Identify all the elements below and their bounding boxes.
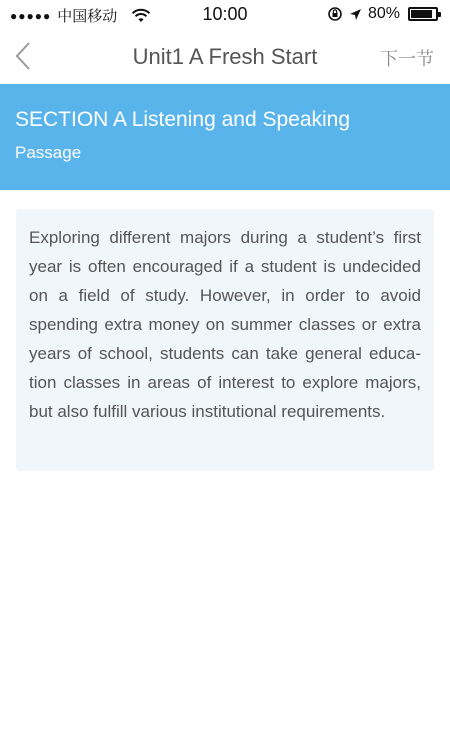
battery-level bbox=[411, 10, 432, 18]
passage-text: Exploring different majors during a student’s first year is often encouraged if a student is undecided on a field of study. However, in order to avoid spending extra money on summer classes or extra years of school, students can take general educa-tion classes in areas of interest to explore majors, but also fulfill various institutional requirements. bbox=[29, 228, 421, 421]
page-title: Unit1 A Fresh Start bbox=[132, 44, 318, 69]
battery-percent: 80% bbox=[367, 5, 400, 22]
carrier-name: 中国移动 bbox=[57, 7, 118, 25]
section-title: SECTION A Listening and Speaking bbox=[15, 108, 351, 131]
section-header bbox=[0, 84, 450, 190]
status-bar bbox=[0, 0, 450, 30]
battery-icon bbox=[408, 7, 438, 21]
clock: 10:00 bbox=[202, 4, 248, 24]
passage-card bbox=[16, 209, 434, 471]
rotation-lock-icon bbox=[327, 6, 343, 22]
navigation-bar bbox=[0, 30, 450, 84]
next-section-button[interactable]: 下一节 bbox=[380, 49, 434, 70]
signal-strength-icon: ●●●●● bbox=[10, 8, 52, 23]
section-subtitle: Passage bbox=[15, 143, 82, 162]
location-arrow-icon bbox=[349, 8, 362, 21]
